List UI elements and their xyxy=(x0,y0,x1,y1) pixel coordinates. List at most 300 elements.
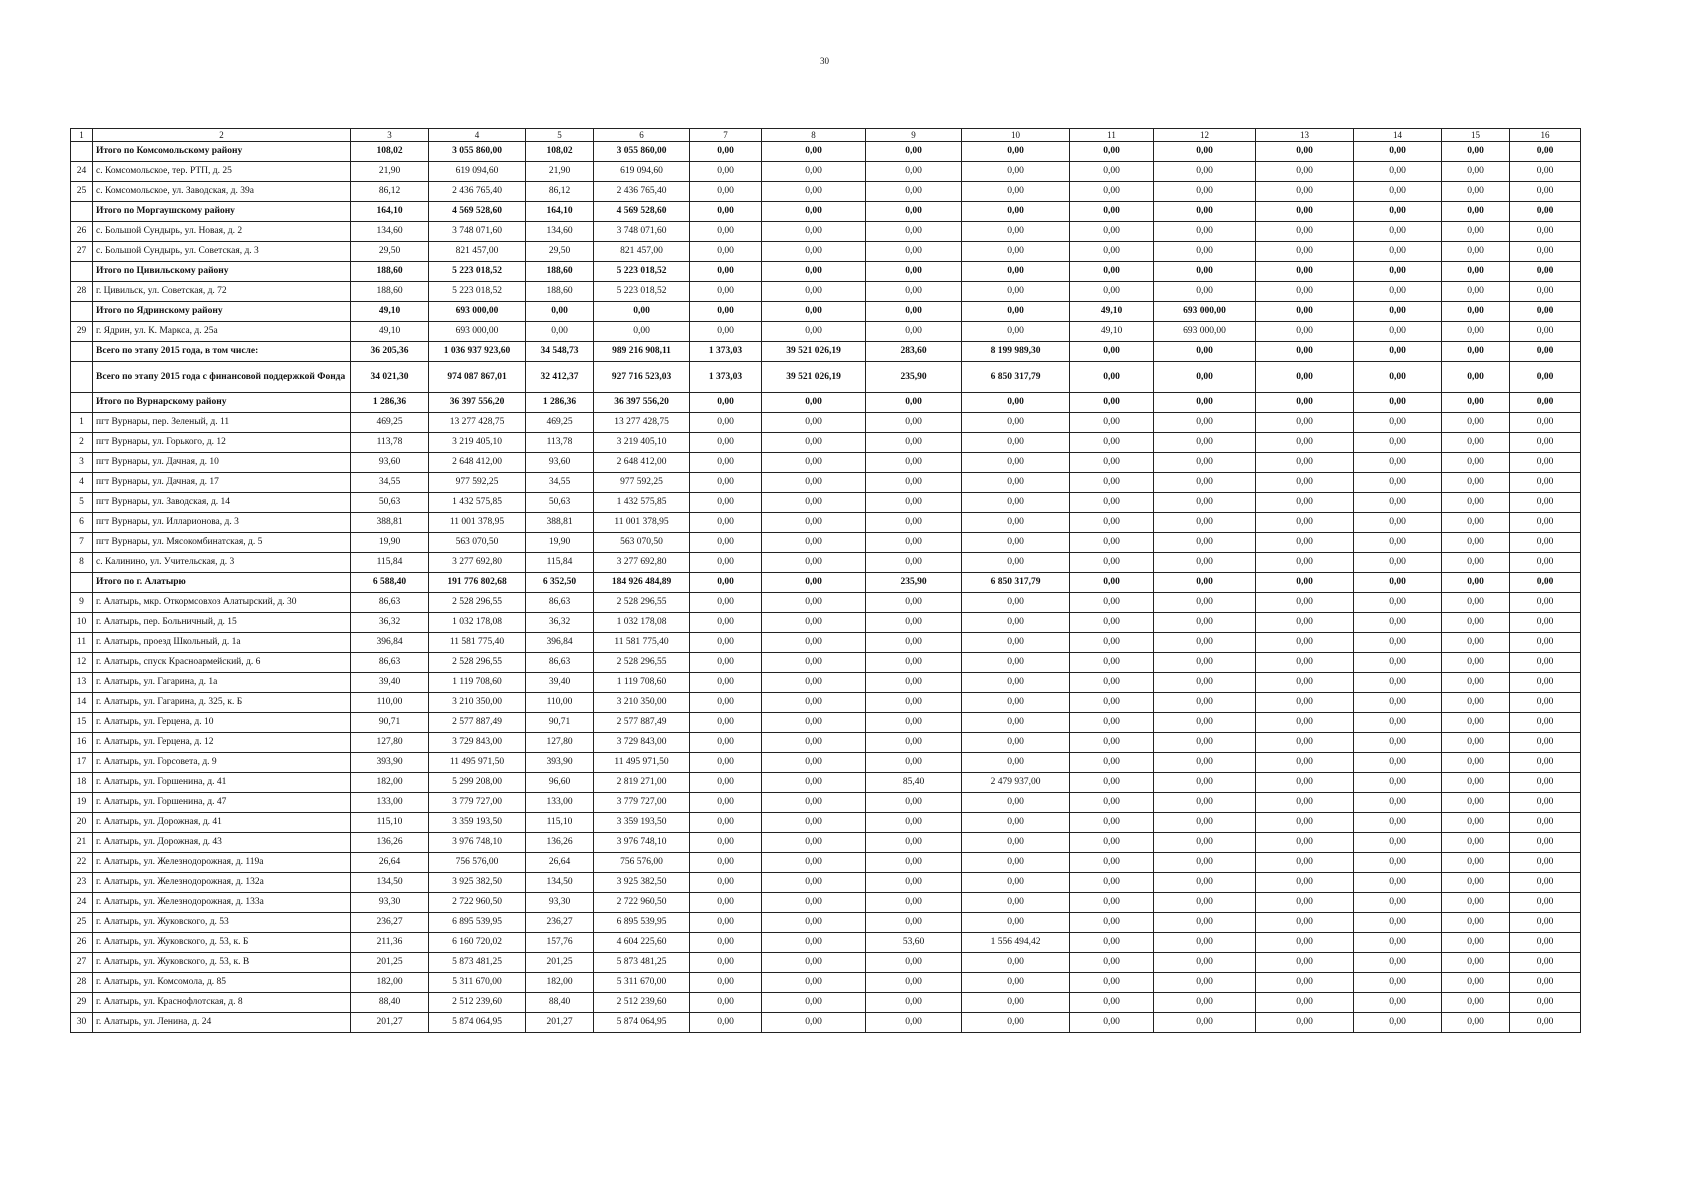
row-number-cell: 24 xyxy=(71,162,93,182)
value-cell: 5 311 670,00 xyxy=(429,973,526,993)
value-cell: 134,60 xyxy=(526,222,594,242)
value-cell: 0,00 xyxy=(1256,302,1354,322)
value-cell: 1 556 494,42 xyxy=(962,933,1070,953)
value-cell: 0,00 xyxy=(1442,673,1510,693)
value-cell: 136,26 xyxy=(351,833,429,853)
column-header: 8 xyxy=(762,129,866,142)
value-cell: 0,00 xyxy=(1154,282,1256,302)
value-cell: 0,00 xyxy=(690,242,762,262)
value-cell: 164,10 xyxy=(351,202,429,222)
value-cell: 34,55 xyxy=(526,473,594,493)
value-cell: 0,00 xyxy=(1154,633,1256,653)
value-cell: 93,30 xyxy=(526,893,594,913)
value-cell: 0,00 xyxy=(526,322,594,342)
value-cell: 0,00 xyxy=(1354,653,1442,673)
row-number-cell: 29 xyxy=(71,322,93,342)
row-number-cell: 17 xyxy=(71,753,93,773)
table-row xyxy=(71,913,1581,933)
value-cell: 3 277 692,80 xyxy=(429,553,526,573)
value-cell: 2 528 296,55 xyxy=(429,653,526,673)
row-number-cell: 19 xyxy=(71,793,93,813)
value-cell: 0,00 xyxy=(866,553,962,573)
value-cell: 0,00 xyxy=(1070,282,1154,302)
value-cell: 0,00 xyxy=(1510,453,1581,473)
value-cell: 756 576,00 xyxy=(429,853,526,873)
value-cell: 0,00 xyxy=(1442,693,1510,713)
value-cell: 127,80 xyxy=(351,733,429,753)
value-cell: 0,00 xyxy=(690,473,762,493)
value-cell: 0,00 xyxy=(962,913,1070,933)
row-number-cell: 1 xyxy=(71,413,93,433)
value-cell: 0,00 xyxy=(1354,593,1442,613)
value-cell: 0,00 xyxy=(1256,322,1354,342)
value-cell: 0,00 xyxy=(1442,933,1510,953)
row-number-cell xyxy=(71,342,93,362)
value-cell: 5 299 208,00 xyxy=(429,773,526,793)
table-row xyxy=(71,282,1581,302)
value-cell: 0,00 xyxy=(1442,553,1510,573)
value-cell: 0,00 xyxy=(1154,753,1256,773)
value-cell: 0,00 xyxy=(962,162,1070,182)
column-header: 10 xyxy=(962,129,1070,142)
value-cell: 0,00 xyxy=(1256,813,1354,833)
value-cell: 0,00 xyxy=(1154,433,1256,453)
value-cell: 0,00 xyxy=(1442,873,1510,893)
table-row xyxy=(71,953,1581,973)
value-cell: 0,00 xyxy=(762,473,866,493)
value-cell: 693 000,00 xyxy=(1154,302,1256,322)
table-row xyxy=(71,533,1581,553)
row-number-cell: 14 xyxy=(71,693,93,713)
column-header: 3 xyxy=(351,129,429,142)
value-cell: 0,00 xyxy=(1070,853,1154,873)
value-cell: 0,00 xyxy=(690,953,762,973)
value-cell: 0,00 xyxy=(962,693,1070,713)
value-cell: 0,00 xyxy=(1070,162,1154,182)
value-cell: 0,00 xyxy=(1154,913,1256,933)
value-cell: 821 457,00 xyxy=(429,242,526,262)
value-cell: 0,00 xyxy=(962,873,1070,893)
table-row xyxy=(71,833,1581,853)
value-cell: 0,00 xyxy=(1442,262,1510,282)
value-cell: 0,00 xyxy=(866,953,962,973)
value-cell: 0,00 xyxy=(866,873,962,893)
address-cell: г. Алатырь, проезд Школьный, д. 1а xyxy=(93,633,351,653)
value-cell: 0,00 xyxy=(1442,222,1510,242)
address-cell: г. Алатырь, ул. Железнодорожная, д. 132а xyxy=(93,873,351,893)
table-row xyxy=(71,993,1581,1013)
value-cell: 0,00 xyxy=(1510,673,1581,693)
value-cell: 0,00 xyxy=(962,553,1070,573)
value-cell: 0,00 xyxy=(1070,362,1154,393)
table-row xyxy=(71,553,1581,573)
column-header: 11 xyxy=(1070,129,1154,142)
value-cell: 86,12 xyxy=(526,182,594,202)
value-cell: 188,60 xyxy=(526,282,594,302)
value-cell: 0,00 xyxy=(1256,633,1354,653)
value-cell: 977 592,25 xyxy=(429,473,526,493)
value-cell: 5 223 018,52 xyxy=(594,262,690,282)
value-cell: 0,00 xyxy=(866,973,962,993)
value-cell: 1 032 178,08 xyxy=(594,613,690,633)
value-cell: 113,78 xyxy=(351,433,429,453)
value-cell: 3 779 727,00 xyxy=(594,793,690,813)
value-cell: 0,00 xyxy=(690,282,762,302)
row-number-cell xyxy=(71,262,93,282)
value-cell: 0,00 xyxy=(1154,142,1256,162)
value-cell: 0,00 xyxy=(1154,162,1256,182)
value-cell: 0,00 xyxy=(1354,222,1442,242)
row-number-cell: 13 xyxy=(71,673,93,693)
value-cell: 2 648 412,00 xyxy=(429,453,526,473)
value-cell: 1 119 708,60 xyxy=(429,673,526,693)
value-cell: 0,00 xyxy=(962,142,1070,162)
value-cell: 0,00 xyxy=(962,673,1070,693)
value-cell: 0,00 xyxy=(1154,222,1256,242)
value-cell: 0,00 xyxy=(1354,473,1442,493)
value-cell: 11 001 378,95 xyxy=(594,513,690,533)
value-cell: 211,36 xyxy=(351,933,429,953)
value-cell: 0,00 xyxy=(866,393,962,413)
value-cell: 0,00 xyxy=(1442,493,1510,513)
value-cell: 11 495 971,50 xyxy=(594,753,690,773)
value-cell: 0,00 xyxy=(762,833,866,853)
row-number-cell: 20 xyxy=(71,813,93,833)
value-cell: 0,00 xyxy=(690,693,762,713)
value-cell: 113,78 xyxy=(526,433,594,453)
row-number-cell: 28 xyxy=(71,973,93,993)
value-cell: 0,00 xyxy=(962,222,1070,242)
value-cell: 201,25 xyxy=(351,953,429,973)
value-cell: 0,00 xyxy=(1070,813,1154,833)
value-cell: 26,64 xyxy=(351,853,429,873)
value-cell: 0,00 xyxy=(1154,533,1256,553)
value-cell: 0,00 xyxy=(1154,773,1256,793)
value-cell: 0,00 xyxy=(762,282,866,302)
value-cell: 88,40 xyxy=(526,993,594,1013)
value-cell: 0,00 xyxy=(1354,733,1442,753)
value-cell: 0,00 xyxy=(762,813,866,833)
address-cell: пгт Вурнары, ул. Илларионова, д. 3 xyxy=(93,513,351,533)
value-cell: 0,00 xyxy=(1510,813,1581,833)
column-header: 13 xyxy=(1256,129,1354,142)
value-cell: 2 479 937,00 xyxy=(962,773,1070,793)
value-cell: 0,00 xyxy=(866,322,962,342)
value-cell: 0,00 xyxy=(1510,633,1581,653)
value-cell: 188,60 xyxy=(526,262,594,282)
value-cell: 0,00 xyxy=(690,733,762,753)
value-cell: 0,00 xyxy=(1154,853,1256,873)
table-row xyxy=(71,633,1581,653)
value-cell: 0,00 xyxy=(1510,322,1581,342)
value-cell: 0,00 xyxy=(1510,793,1581,813)
data-table xyxy=(70,128,1581,1033)
value-cell: 36 205,36 xyxy=(351,342,429,362)
value-cell: 0,00 xyxy=(1354,713,1442,733)
value-cell: 0,00 xyxy=(1510,773,1581,793)
value-cell: 3 055 860,00 xyxy=(594,142,690,162)
value-cell: 0,00 xyxy=(1256,553,1354,573)
value-cell: 0,00 xyxy=(1256,573,1354,593)
value-cell: 0,00 xyxy=(962,973,1070,993)
value-cell: 0,00 xyxy=(1510,142,1581,162)
value-cell: 0,00 xyxy=(1070,222,1154,242)
value-cell: 49,10 xyxy=(351,302,429,322)
table-row xyxy=(71,933,1581,953)
value-cell: 0,00 xyxy=(1510,433,1581,453)
row-number-cell xyxy=(71,302,93,322)
address-cell: с. Комсомольское, ул. Заводская, д. 39а xyxy=(93,182,351,202)
value-cell: 4 569 528,60 xyxy=(594,202,690,222)
value-cell: 0,00 xyxy=(762,302,866,322)
value-cell: 0,00 xyxy=(1256,773,1354,793)
value-cell: 0,00 xyxy=(1070,573,1154,593)
value-cell: 0,00 xyxy=(690,142,762,162)
value-cell: 0,00 xyxy=(1256,282,1354,302)
value-cell: 0,00 xyxy=(762,142,866,162)
value-cell: 4 604 225,60 xyxy=(594,933,690,953)
value-cell: 133,00 xyxy=(351,793,429,813)
page-number: 30 xyxy=(820,56,829,66)
value-cell: 396,84 xyxy=(351,633,429,653)
value-cell: 0,00 xyxy=(866,433,962,453)
value-cell: 0,00 xyxy=(1354,893,1442,913)
table-row xyxy=(71,813,1581,833)
row-number-cell xyxy=(71,362,93,393)
value-cell: 115,10 xyxy=(526,813,594,833)
value-cell: 0,00 xyxy=(1354,413,1442,433)
table-row xyxy=(71,453,1581,473)
value-cell: 86,63 xyxy=(351,593,429,613)
total-row xyxy=(71,342,1581,362)
value-cell: 0,00 xyxy=(1510,282,1581,302)
value-cell: 693 000,00 xyxy=(1154,322,1256,342)
value-cell: 693 000,00 xyxy=(429,322,526,342)
row-number-cell: 28 xyxy=(71,282,93,302)
value-cell: 3 359 193,50 xyxy=(594,813,690,833)
value-cell: 0,00 xyxy=(690,222,762,242)
value-cell: 0,00 xyxy=(690,773,762,793)
value-cell: 0,00 xyxy=(762,933,866,953)
value-cell: 0,00 xyxy=(1256,693,1354,713)
value-cell: 0,00 xyxy=(690,913,762,933)
value-cell: 0,00 xyxy=(866,993,962,1013)
value-cell: 0,00 xyxy=(1354,453,1442,473)
value-cell: 13 277 428,75 xyxy=(429,413,526,433)
value-cell: 0,00 xyxy=(866,302,962,322)
address-cell: г. Алатырь, ул. Ленина, д. 24 xyxy=(93,1013,351,1033)
value-cell: 0,00 xyxy=(1354,613,1442,633)
row-number-cell: 18 xyxy=(71,773,93,793)
value-cell: 0,00 xyxy=(1256,653,1354,673)
value-cell: 0,00 xyxy=(1354,773,1442,793)
row-number-cell: 6 xyxy=(71,513,93,533)
value-cell: 0,00 xyxy=(962,833,1070,853)
value-cell: 110,00 xyxy=(526,693,594,713)
value-cell: 0,00 xyxy=(762,673,866,693)
value-cell: 0,00 xyxy=(962,182,1070,202)
value-cell: 0,00 xyxy=(962,633,1070,653)
value-cell: 0,00 xyxy=(962,793,1070,813)
value-cell: 0,00 xyxy=(1510,342,1581,362)
column-header: 6 xyxy=(594,129,690,142)
value-cell: 0,00 xyxy=(1256,793,1354,813)
address-cell: г. Алатырь, ул. Горшенина, д. 41 xyxy=(93,773,351,793)
value-cell: 21,90 xyxy=(351,162,429,182)
value-cell: 0,00 xyxy=(762,573,866,593)
value-cell: 0,00 xyxy=(762,593,866,613)
value-cell: 201,27 xyxy=(351,1013,429,1033)
value-cell: 0,00 xyxy=(1154,873,1256,893)
table-row xyxy=(71,593,1581,613)
table-row xyxy=(71,853,1581,873)
value-cell: 0,00 xyxy=(962,613,1070,633)
value-cell: 0,00 xyxy=(1354,202,1442,222)
value-cell: 0,00 xyxy=(962,393,1070,413)
value-cell: 127,80 xyxy=(526,733,594,753)
value-cell: 0,00 xyxy=(1154,573,1256,593)
value-cell: 0,00 xyxy=(690,162,762,182)
value-cell: 5 223 018,52 xyxy=(429,262,526,282)
row-number-cell xyxy=(71,202,93,222)
value-cell: 0,00 xyxy=(1510,182,1581,202)
row-number-cell: 4 xyxy=(71,473,93,493)
value-cell: 134,50 xyxy=(526,873,594,893)
value-cell: 693 000,00 xyxy=(429,302,526,322)
value-cell: 0,00 xyxy=(1354,302,1442,322)
value-cell: 49,10 xyxy=(351,322,429,342)
row-number-cell: 10 xyxy=(71,613,93,633)
value-cell: 11 001 378,95 xyxy=(429,513,526,533)
value-cell: 393,90 xyxy=(351,753,429,773)
value-cell: 0,00 xyxy=(1354,813,1442,833)
value-cell: 0,00 xyxy=(690,433,762,453)
value-cell: 182,00 xyxy=(351,973,429,993)
row-number-cell: 29 xyxy=(71,993,93,1013)
value-cell: 0,00 xyxy=(1070,933,1154,953)
value-cell: 0,00 xyxy=(1442,653,1510,673)
value-cell: 5 874 064,95 xyxy=(429,1013,526,1033)
value-cell: 0,00 xyxy=(866,653,962,673)
table-row xyxy=(71,873,1581,893)
value-cell: 0,00 xyxy=(1070,553,1154,573)
value-cell: 0,00 xyxy=(1354,142,1442,162)
table-row xyxy=(71,793,1581,813)
value-cell: 115,84 xyxy=(526,553,594,573)
row-number-cell: 23 xyxy=(71,873,93,893)
value-cell: 0,00 xyxy=(1154,453,1256,473)
value-cell: 5 223 018,52 xyxy=(429,282,526,302)
value-cell: 0,00 xyxy=(1510,853,1581,873)
address-cell: Всего по этапу 2015 года, в том числе: xyxy=(93,342,351,362)
address-cell: г. Цивильск, ул. Советская, д. 72 xyxy=(93,282,351,302)
value-cell: 396,84 xyxy=(526,633,594,653)
value-cell: 0,00 xyxy=(866,242,962,262)
value-cell: 0,00 xyxy=(762,853,866,873)
address-cell: г. Алатырь, ул. Жуковского, д. 53, к. Б xyxy=(93,933,351,953)
total-row xyxy=(71,302,1581,322)
value-cell: 0,00 xyxy=(1354,262,1442,282)
column-header: 12 xyxy=(1154,129,1256,142)
value-cell: 0,00 xyxy=(1070,673,1154,693)
value-cell: 0,00 xyxy=(1510,653,1581,673)
value-cell: 96,60 xyxy=(526,773,594,793)
row-number-cell: 15 xyxy=(71,713,93,733)
value-cell: 0,00 xyxy=(1256,433,1354,453)
row-number-cell: 11 xyxy=(71,633,93,653)
value-cell: 88,40 xyxy=(351,993,429,1013)
value-cell: 0,00 xyxy=(1256,362,1354,393)
value-cell: 50,63 xyxy=(351,493,429,513)
value-cell: 201,27 xyxy=(526,1013,594,1033)
value-cell: 2 528 296,55 xyxy=(429,593,526,613)
value-cell: 0,00 xyxy=(1354,933,1442,953)
value-cell: 0,00 xyxy=(866,262,962,282)
value-cell: 0,00 xyxy=(1070,533,1154,553)
value-cell: 3 210 350,00 xyxy=(594,693,690,713)
value-cell: 0,00 xyxy=(1256,853,1354,873)
value-cell: 0,00 xyxy=(690,493,762,513)
value-cell: 0,00 xyxy=(762,693,866,713)
value-cell: 0,00 xyxy=(690,633,762,653)
value-cell: 0,00 xyxy=(762,202,866,222)
value-cell: 115,84 xyxy=(351,553,429,573)
value-cell: 0,00 xyxy=(866,813,962,833)
value-cell: 0,00 xyxy=(1510,302,1581,322)
value-cell: 619 094,60 xyxy=(429,162,526,182)
row-number-cell: 8 xyxy=(71,553,93,573)
value-cell: 388,81 xyxy=(351,513,429,533)
value-cell: 1 432 575,85 xyxy=(594,493,690,513)
value-cell: 0,00 xyxy=(762,653,866,673)
value-cell: 26,64 xyxy=(526,853,594,873)
address-cell: г. Алатырь, ул. Дорожная, д. 43 xyxy=(93,833,351,853)
value-cell: 0,00 xyxy=(866,142,962,162)
value-cell: 0,00 xyxy=(1354,322,1442,342)
row-number-cell: 27 xyxy=(71,242,93,262)
value-cell: 0,00 xyxy=(1354,393,1442,413)
row-number-cell: 25 xyxy=(71,913,93,933)
value-cell: 2 722 960,50 xyxy=(594,893,690,913)
value-cell: 6 895 539,95 xyxy=(429,913,526,933)
value-cell: 0,00 xyxy=(1070,893,1154,913)
value-cell: 0,00 xyxy=(1256,262,1354,282)
value-cell: 756 576,00 xyxy=(594,853,690,873)
value-cell: 235,90 xyxy=(866,362,962,393)
column-header: 16 xyxy=(1510,129,1581,142)
value-cell: 0,00 xyxy=(1510,873,1581,893)
value-cell: 2 819 271,00 xyxy=(594,773,690,793)
address-cell: с. Комсомольское, тер. РТП, д. 25 xyxy=(93,162,351,182)
value-cell: 0,00 xyxy=(1510,833,1581,853)
value-cell: 0,00 xyxy=(1354,973,1442,993)
value-cell: 0,00 xyxy=(1510,993,1581,1013)
value-cell: 0,00 xyxy=(866,453,962,473)
value-cell: 3 729 843,00 xyxy=(429,733,526,753)
value-cell: 0,00 xyxy=(690,613,762,633)
value-cell: 3 729 843,00 xyxy=(594,733,690,753)
table-row xyxy=(71,673,1581,693)
value-cell: 53,60 xyxy=(866,933,962,953)
value-cell: 90,71 xyxy=(351,713,429,733)
value-cell: 50,63 xyxy=(526,493,594,513)
row-number-cell: 30 xyxy=(71,1013,93,1033)
value-cell: 0,00 xyxy=(962,953,1070,973)
total-row xyxy=(71,262,1581,282)
value-cell: 0,00 xyxy=(866,593,962,613)
total-row xyxy=(71,202,1581,222)
value-cell: 0,00 xyxy=(962,242,1070,262)
